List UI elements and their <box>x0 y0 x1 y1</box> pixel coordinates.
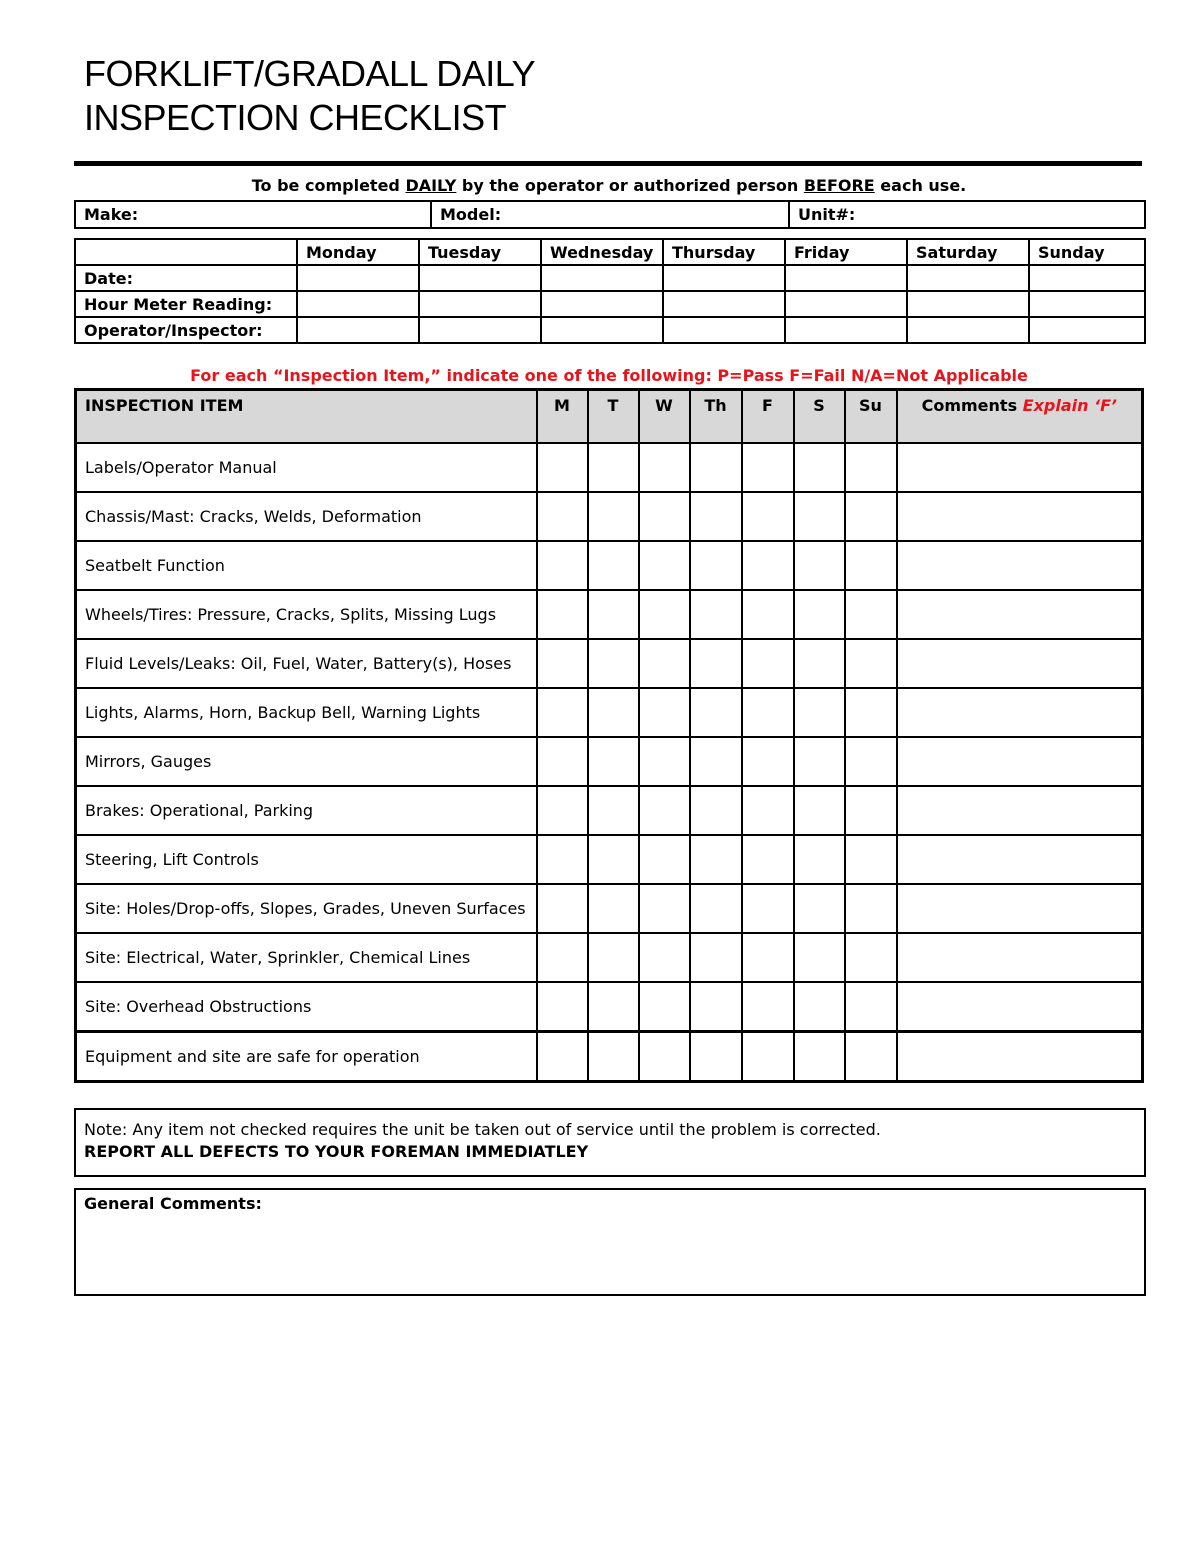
inspection-item-label: Steering, Lift Controls <box>76 835 537 884</box>
check-cell-f[interactable] <box>742 492 794 541</box>
weekly-log-cell-saturday[interactable] <box>907 291 1029 317</box>
inspection-item-label: Brakes: Operational, Parking <box>76 786 537 835</box>
check-cell-th[interactable] <box>690 737 742 786</box>
check-cell-w[interactable] <box>639 933 690 982</box>
weekly-log-cell-tuesday[interactable] <box>419 265 541 291</box>
check-cell-th[interactable] <box>690 443 742 492</box>
check-cell-f[interactable] <box>742 590 794 639</box>
check-cell-f[interactable] <box>742 443 794 492</box>
check-cell-th[interactable] <box>690 688 742 737</box>
comments-cell[interactable] <box>897 933 1143 982</box>
check-cell-t[interactable] <box>588 884 639 933</box>
check-cell-s[interactable] <box>794 443 845 492</box>
weekly-log-cell-saturday[interactable] <box>907 265 1029 291</box>
inspection-row <box>76 933 1143 982</box>
weekday-header-tuesday: Tuesday <box>419 239 541 265</box>
check-cell-m[interactable] <box>537 688 588 737</box>
inspection-row <box>76 835 1143 884</box>
check-cell-su[interactable] <box>845 786 897 835</box>
comments-label: Comments <box>921 396 1018 415</box>
weekly-log-cell-wednesday[interactable] <box>541 265 663 291</box>
inspection-table <box>74 388 1144 1083</box>
check-cell-w[interactable] <box>639 541 690 590</box>
check-cell-th[interactable] <box>690 639 742 688</box>
check-cell-th[interactable] <box>690 1032 742 1082</box>
check-cell-s[interactable] <box>794 933 845 982</box>
inspection-row <box>76 443 1143 492</box>
check-cell-s[interactable] <box>794 688 845 737</box>
check-cell-w[interactable] <box>639 1032 690 1082</box>
weekly-log-row <box>75 265 1145 291</box>
check-cell-m[interactable] <box>537 541 588 590</box>
check-cell-th[interactable] <box>690 982 742 1032</box>
weekly-log-table <box>74 238 1146 344</box>
check-cell-s[interactable] <box>794 835 845 884</box>
legend: For each “Inspection Item,” indicate one of the following: P=Pass F=Fail N/A=Not Applicable <box>190 366 1028 385</box>
check-cell-m[interactable] <box>537 492 588 541</box>
inspection-item-label: Site: Overhead Obstructions <box>76 982 537 1032</box>
inspection-row <box>76 688 1143 737</box>
check-cell-th[interactable] <box>690 590 742 639</box>
day-column-header-w: W <box>639 390 690 444</box>
inspection-item-label: Wheels/Tires: Pressure, Cracks, Splits, Missing Lugs <box>76 590 537 639</box>
check-cell-t[interactable] <box>588 639 639 688</box>
check-cell-su[interactable] <box>845 884 897 933</box>
check-cell-w[interactable] <box>639 492 690 541</box>
inspection-row <box>76 737 1143 786</box>
check-cell-th[interactable] <box>690 786 742 835</box>
check-cell-m[interactable] <box>537 884 588 933</box>
check-cell-t[interactable] <box>588 737 639 786</box>
weekly-log-cell-wednesday[interactable] <box>541 291 663 317</box>
check-cell-f[interactable] <box>742 1032 794 1082</box>
check-cell-f[interactable] <box>742 737 794 786</box>
check-cell-su[interactable] <box>845 835 897 884</box>
check-cell-w[interactable] <box>639 884 690 933</box>
day-column-header-t: T <box>588 390 639 444</box>
check-cell-w[interactable] <box>639 639 690 688</box>
note-text: Note: Any item not checked requires the unit be taken out of service until the problem is corrected. <box>84 1120 881 1139</box>
check-cell-th[interactable] <box>690 492 742 541</box>
instructions <box>74 175 1144 197</box>
general-comments-label: General Comments: <box>84 1194 262 1213</box>
blank-header-cell <box>75 239 297 265</box>
check-cell-m[interactable] <box>537 786 588 835</box>
inspection-item-label: Equipment and site are safe for operation <box>76 1032 537 1082</box>
check-cell-s[interactable] <box>794 1032 845 1082</box>
instructions-part-1: To be completed <box>251 176 406 195</box>
comments-cell[interactable] <box>897 835 1143 884</box>
weekly-log-cell-friday[interactable] <box>785 317 907 343</box>
weekly-log-cell-thursday[interactable] <box>663 265 785 291</box>
check-cell-t[interactable] <box>588 443 639 492</box>
check-cell-t[interactable] <box>588 1032 639 1082</box>
check-cell-t[interactable] <box>588 835 639 884</box>
weekly-log-row-label: Date: <box>75 265 297 291</box>
inspection-row <box>76 884 1143 933</box>
weekly-log-cell-tuesday[interactable] <box>419 317 541 343</box>
check-cell-t[interactable] <box>588 541 639 590</box>
model-field[interactable]: Model: <box>431 201 789 228</box>
weekday-header-monday: Monday <box>297 239 419 265</box>
check-cell-m[interactable] <box>537 835 588 884</box>
check-cell-f[interactable] <box>742 541 794 590</box>
weekly-log-cell-sunday[interactable] <box>1029 317 1145 343</box>
weekly-log-row <box>75 291 1145 317</box>
check-cell-su[interactable] <box>845 737 897 786</box>
weekday-header-saturday: Saturday <box>907 239 1029 265</box>
comments-cell[interactable] <box>897 443 1143 492</box>
check-cell-t[interactable] <box>588 688 639 737</box>
inspection-row <box>76 541 1143 590</box>
weekly-log-cell-sunday[interactable] <box>1029 291 1145 317</box>
inspection-row <box>76 639 1143 688</box>
weekly-log-cell-sunday[interactable] <box>1029 265 1145 291</box>
document-title <box>84 52 535 140</box>
weekly-log-cell-monday[interactable] <box>297 265 419 291</box>
check-cell-su[interactable] <box>845 1032 897 1082</box>
instructions-part-3: each use. <box>874 176 967 195</box>
weekday-header-sunday: Sunday <box>1029 239 1145 265</box>
check-cell-w[interactable] <box>639 835 690 884</box>
inspection-row <box>76 786 1143 835</box>
check-cell-w[interactable] <box>639 786 690 835</box>
day-column-header-th: Th <box>690 390 742 444</box>
comments-cell[interactable] <box>897 639 1143 688</box>
check-cell-su[interactable] <box>845 688 897 737</box>
check-cell-m[interactable] <box>537 982 588 1032</box>
check-cell-m[interactable] <box>537 933 588 982</box>
weekday-header-thursday: Thursday <box>663 239 785 265</box>
weekly-log-cell-monday[interactable] <box>297 317 419 343</box>
check-cell-m[interactable] <box>537 1032 588 1082</box>
inspection-header-row <box>76 390 1143 444</box>
check-cell-s[interactable] <box>794 492 845 541</box>
check-cell-su[interactable] <box>845 541 897 590</box>
day-column-header-m: M <box>537 390 588 444</box>
comments-cell[interactable] <box>897 590 1143 639</box>
check-cell-s[interactable] <box>794 786 845 835</box>
day-column-header-f: F <box>742 390 794 444</box>
inspection-row <box>76 1032 1143 1082</box>
check-cell-f[interactable] <box>742 835 794 884</box>
make-field[interactable]: Make: <box>75 201 431 228</box>
check-cell-w[interactable] <box>639 982 690 1032</box>
check-cell-t[interactable] <box>588 982 639 1032</box>
weekday-header-friday: Friday <box>785 239 907 265</box>
check-cell-t[interactable] <box>588 590 639 639</box>
weekly-log-row <box>75 317 1145 343</box>
check-cell-f[interactable] <box>742 639 794 688</box>
check-cell-m[interactable] <box>537 443 588 492</box>
comments-cell[interactable] <box>897 737 1143 786</box>
check-cell-m[interactable] <box>537 590 588 639</box>
general-comments-box[interactable] <box>74 1188 1146 1296</box>
note-box <box>74 1108 1146 1177</box>
weekly-log-row-label: Operator/Inspector: <box>75 317 297 343</box>
unit-number-field[interactable]: Unit#: <box>789 201 1145 228</box>
check-cell-f[interactable] <box>742 933 794 982</box>
comments-cell[interactable] <box>897 884 1143 933</box>
inspection-row <box>76 492 1143 541</box>
weekly-log-row-label: Hour Meter Reading: <box>75 291 297 317</box>
title-line-1: FORKLIFT/GRADALL DAILY <box>84 53 536 94</box>
inspection-item-label: Mirrors, Gauges <box>76 737 537 786</box>
check-cell-f[interactable] <box>742 688 794 737</box>
check-cell-th[interactable] <box>690 835 742 884</box>
title-line-2: INSPECTION CHECKLIST <box>84 97 507 138</box>
report-defects-text: REPORT ALL DEFECTS TO YOUR FOREMAN IMMEDIATLEY <box>84 1142 589 1161</box>
check-cell-su[interactable] <box>845 982 897 1032</box>
instructions-daily: DAILY <box>405 176 457 195</box>
weekly-log-cell-wednesday[interactable] <box>541 317 663 343</box>
comments-cell[interactable] <box>897 541 1143 590</box>
inspection-item-label: Fluid Levels/Leaks: Oil, Fuel, Water, Battery(s), Hoses <box>76 639 537 688</box>
check-cell-t[interactable] <box>588 933 639 982</box>
comments-cell[interactable] <box>897 492 1143 541</box>
weekly-log-cell-tuesday[interactable] <box>419 291 541 317</box>
inspection-item-label: Lights, Alarms, Horn, Backup Bell, Warning Lights <box>76 688 537 737</box>
check-cell-m[interactable] <box>537 639 588 688</box>
check-cell-w[interactable] <box>639 443 690 492</box>
check-cell-th[interactable] <box>690 933 742 982</box>
check-cell-s[interactable] <box>794 639 845 688</box>
check-cell-w[interactable] <box>639 737 690 786</box>
check-cell-m[interactable] <box>537 737 588 786</box>
weekly-log-cell-friday[interactable] <box>785 291 907 317</box>
inspection-item-label: Chassis/Mast: Cracks, Welds, Deformation <box>76 492 537 541</box>
day-column-header-su: Su <box>845 390 897 444</box>
check-cell-su[interactable] <box>845 933 897 982</box>
inspection-item-label: Seatbelt Function <box>76 541 537 590</box>
check-cell-su[interactable] <box>845 492 897 541</box>
check-cell-s[interactable] <box>794 541 845 590</box>
unit-info-table <box>74 200 1146 229</box>
check-cell-su[interactable] <box>845 639 897 688</box>
inspection-row <box>76 590 1143 639</box>
check-cell-th[interactable] <box>690 541 742 590</box>
comments-cell[interactable] <box>897 688 1143 737</box>
weekly-log-cell-monday[interactable] <box>297 291 419 317</box>
check-cell-su[interactable] <box>845 443 897 492</box>
check-cell-t[interactable] <box>588 492 639 541</box>
weekly-log-cell-thursday[interactable] <box>663 317 785 343</box>
check-cell-f[interactable] <box>742 786 794 835</box>
inspection-item-label: Site: Electrical, Water, Sprinkler, Chemical Lines <box>76 933 537 982</box>
inspection-item-header: INSPECTION ITEM <box>76 390 537 444</box>
check-cell-f[interactable] <box>742 884 794 933</box>
check-cell-s[interactable] <box>794 737 845 786</box>
check-cell-t[interactable] <box>588 786 639 835</box>
explain-f-label: Explain ‘F’ <box>1022 396 1117 415</box>
weekly-log-cell-friday[interactable] <box>785 265 907 291</box>
instructions-before: BEFORE <box>803 176 875 195</box>
check-cell-s[interactable] <box>794 590 845 639</box>
check-cell-th[interactable] <box>690 884 742 933</box>
day-column-header-s: S <box>794 390 845 444</box>
weekday-header-row <box>75 239 1145 265</box>
instructions-part-2: by the operator or authorized person <box>456 176 804 195</box>
inspection-item-label: Labels/Operator Manual <box>76 443 537 492</box>
weekday-header-wednesday: Wednesday <box>541 239 663 265</box>
comments-header <box>897 390 1143 444</box>
check-cell-s[interactable] <box>794 884 845 933</box>
check-cell-su[interactable] <box>845 590 897 639</box>
check-cell-s[interactable] <box>794 982 845 1032</box>
check-cell-w[interactable] <box>639 688 690 737</box>
check-cell-w[interactable] <box>639 590 690 639</box>
comments-cell[interactable] <box>897 786 1143 835</box>
weekly-log-cell-saturday[interactable] <box>907 317 1029 343</box>
comments-cell[interactable] <box>897 982 1143 1032</box>
inspection-row <box>76 982 1143 1032</box>
weekly-log-cell-thursday[interactable] <box>663 291 785 317</box>
inspection-item-label: Site: Holes/Drop-offs, Slopes, Grades, Uneven Surfaces <box>76 884 537 933</box>
comments-cell[interactable] <box>897 1032 1143 1082</box>
check-cell-f[interactable] <box>742 982 794 1032</box>
title-divider <box>74 161 1142 166</box>
